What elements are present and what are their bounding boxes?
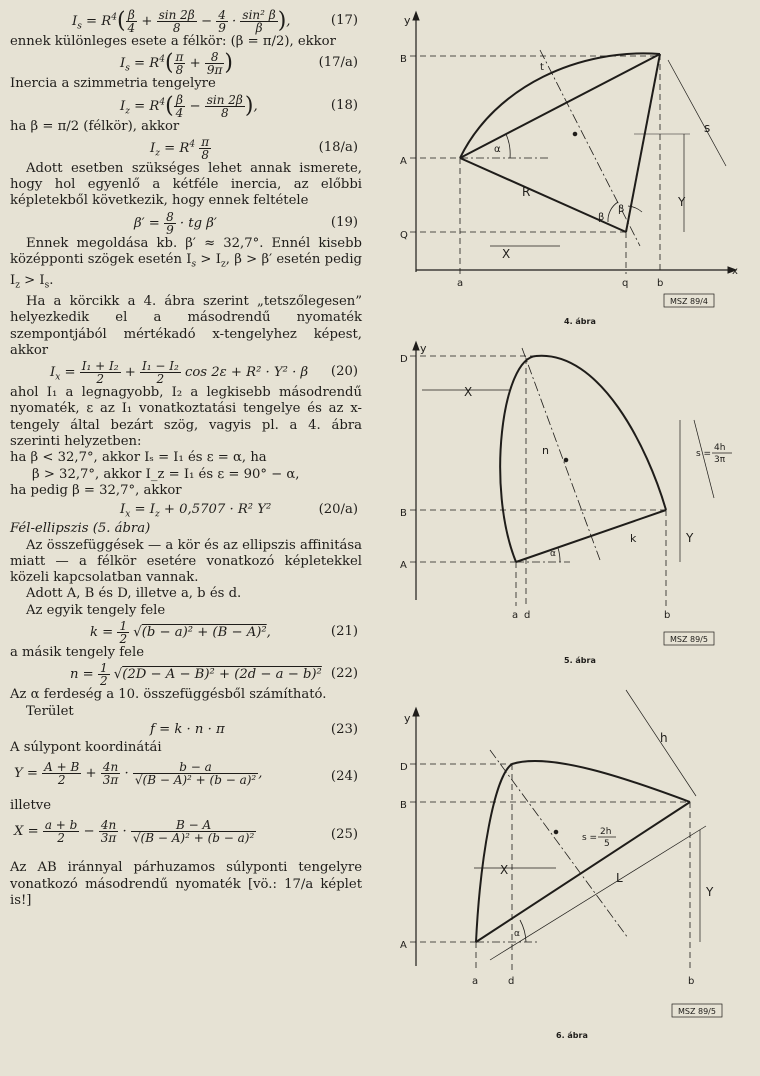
paragraph: ennek különleges esete a félkör: (β = π/2), ekkor: [10, 34, 336, 49]
fig5-label: D: [400, 354, 408, 365]
paragraph: Az összefüggések — a kör és az ellipszis affinitása miatt — a félkör esetére vonatkozó képletekkel közeli kapcsolatban vannak.: [10, 537, 362, 586]
figure-4: [390, 6, 750, 332]
fig5-label: s =: [696, 449, 712, 459]
fig4-label: Y: [678, 195, 686, 209]
fig6-label: s =: [582, 833, 598, 843]
equation-number: (22): [330, 666, 358, 682]
equation-17: $I_s = R^4$( $\frac{\beta}{4}$ + $\frac{\sin 2\beta}{8}$ − $\frac{4}{9}$ · $\frac{\text{sin² β}}{\beta}$ ), (17): [72, 8, 358, 35]
equation-17a: $I_s = R^4$( $\frac{\pi}{8}$ + $\frac{8}{9\pi}$ ) (17/a): [120, 50, 358, 78]
fig5-label: k: [630, 532, 637, 545]
fig4-label: s: [704, 121, 711, 135]
fig5-label: n: [542, 444, 549, 457]
fig5-stamp: MSZ 89/5: [670, 635, 708, 644]
fig6-label: X: [500, 863, 509, 877]
equation-24: Y = $\frac{A + B}{2}$ + $\frac{4n}{3\pi}$ · $\frac{b - a}{\text{√(B − A)² + (b − a)²}}$ , (24): [14, 760, 358, 788]
fig6-stamp: MSZ 89/5: [678, 1007, 716, 1016]
section-heading: Fél-ellipszis (5. ábra): [10, 521, 151, 537]
fig5-label: a: [512, 610, 519, 621]
equation-number: (18): [330, 97, 358, 113]
equation-18: $I_z = R^4$( $\frac{\beta}{4}$ − $\frac{\sin 2\beta}{8}$ ), (18): [120, 92, 358, 120]
fig4-label: X: [502, 247, 511, 261]
fig6-label: L: [616, 871, 623, 885]
fig4-label: β: [618, 204, 625, 215]
fig5-label: B: [400, 508, 407, 519]
equation-25: X = $\frac{a + b}{2}$ − $\frac{4n}{3\pi}$ · $\frac{B - A}{\text{√(B − A)² + (b − a)²}}$ (25): [14, 818, 358, 846]
paragraph: Adott A, B és D, illetve a, b és d.: [26, 586, 242, 602]
equation-number: (24): [330, 769, 358, 785]
fig5-label: 4h: [714, 443, 726, 453]
figure-6: [390, 680, 750, 1052]
fig6-label: Y: [706, 885, 714, 899]
fig5-label: Y: [686, 531, 694, 545]
equation-22: n = $\frac{1}{2}$ √(2D − A − B)² + (2d − a − b)² (22): [70, 661, 358, 689]
fig4-stamp: MSZ 89/4: [670, 297, 708, 306]
fig4-label: x: [732, 266, 738, 277]
paragraph: ha β = π/2 (félkör), akkor: [10, 118, 180, 134]
fig4-label: β: [598, 212, 605, 223]
equation-number: (21): [330, 624, 358, 639]
fig5-label-y: y: [420, 342, 427, 355]
fig6-label: α: [514, 929, 520, 939]
fig4-label: α: [494, 144, 501, 155]
fig6-label: 5: [604, 839, 610, 849]
fig5-label: b: [664, 610, 671, 621]
fig5-label: A: [400, 560, 407, 571]
equation-number: (23): [330, 721, 358, 737]
fig4-label: Q: [400, 230, 408, 241]
fig4-label: q: [622, 278, 629, 289]
fig4-label: B: [400, 54, 407, 65]
paragraph: ha pedig β = 32,7°, akkor: [10, 482, 182, 498]
fig6-label: b: [688, 976, 695, 987]
paragraph: Ha a körcikk a 4. ábra szerint „tetszőlegesen” helyezkedik el a másodrendű nyomaték szempontjából mértékadó x-tengelyhez képest, akkor: [10, 293, 362, 358]
paragraph: β > 32,7°, akkor I_z = I₁ és ε = 90° − α,: [32, 466, 300, 482]
paragraph: Terület: [26, 703, 74, 719]
paragraph: Adott esetben szükséges lehet annak ismerete, hogy hol egyenlő a kétféle inercia, az előbbi képletekből következik, hogy ennek feltétele: [10, 160, 362, 209]
figure-5: [390, 338, 750, 668]
equation-number: (25): [330, 827, 358, 843]
fig4-label: A: [400, 156, 407, 167]
equation-23: f = k · n · π (23): [150, 721, 358, 737]
paragraph: A súlypont koordinátái: [10, 739, 162, 755]
fig6-label: A: [400, 940, 407, 951]
equation-20a: $I_x = I_z + 0,5707 \cdot R^2$ Y² (20/a): [120, 502, 358, 520]
fig6-label: a: [472, 976, 479, 987]
equation-number: (19): [330, 214, 358, 230]
paragraph: Az AB iránnyal párhuzamos súlyponti tengelyre vonatkozó másodrendű nyomaték [vö.: 17/a képlet is!]: [10, 860, 362, 909]
paragraph-text: Ennek megoldása kb. β′ ≈ 32,7°. Ennél kisebb középponti szögek esetén I: [10, 235, 362, 268]
text-column: [10, 8, 362, 909]
paragraph: Az egyik tengely fele: [26, 602, 166, 618]
fig4-caption: 4. ábra: [564, 317, 596, 326]
equation-number: (17/a): [318, 55, 358, 71]
paragraph: illetve: [10, 798, 52, 814]
fig6-label: h: [660, 731, 668, 745]
fig5-label: d: [524, 610, 531, 621]
fig5-label: 3π: [714, 455, 726, 465]
equation-20: $I_x$ = $\frac{\text{I₁ + I₂}}{2}$ + $\frac{\text{I₁ − I₂}}{2}$ cos 2ε + R² · Y² · β (20): [50, 359, 358, 387]
paragraph: Az α ferdeség a 10. összefüggésből számítható.: [10, 687, 327, 703]
fig5-caption: 5. ábra: [564, 656, 596, 665]
equation-number: (17): [330, 13, 358, 28]
fig6-caption: 6. ábra: [556, 1031, 588, 1040]
paragraph: ha β < 32,7°, akkor Iₛ = I₁ és ε = α, ha: [10, 450, 267, 466]
fig4-label: a: [457, 278, 464, 289]
fig6-label: D: [400, 762, 408, 773]
fig6-label: 2h: [600, 827, 612, 837]
fig4-label-y: y: [404, 14, 411, 27]
fig4-label: R: [522, 185, 531, 199]
paragraph: Ennek megoldása kb. β′ ≈ 32,7°. Ennél kisebb középponti szögek esetén $I_s > I_z$, β > β′ esetén pedig $I_z > I_s$.: [10, 235, 362, 291]
paragraph: a másik tengely fele: [10, 645, 144, 660]
fig6-label: d: [508, 976, 515, 987]
equation-number: (20): [330, 364, 358, 380]
equation-21: k = $\frac{1}{2}$ √(b − a)² + (B − A)², (21): [90, 619, 358, 646]
fig5-label: X: [464, 385, 473, 399]
equation-18a: $I_z = R^4$ $\frac{\pi}{8}$ (18/a): [150, 134, 358, 162]
fig4-label: t: [540, 62, 544, 73]
fig6-label: B: [400, 800, 407, 811]
equation-number: (18/a): [318, 139, 358, 155]
equation-19: β′ = $\frac{8}{9}$ · tg β′ (19): [134, 209, 358, 237]
fig5-label: α: [550, 549, 556, 559]
equation-number: (20/a): [318, 502, 358, 518]
paragraph: ahol I₁ a legnagyobb, I₂ a legkisebb másodrendű nyomaték, ε az I₁ vonatkoztatási tengelye és az x-tengely által bezárt szög, vagyis pl. a 4. ábra szerinti helyzetben:: [10, 385, 362, 450]
fig4-label: b: [657, 278, 664, 289]
fig6-label-y: y: [404, 712, 411, 725]
paragraph: Inercia a szimmetria tengelyre: [10, 76, 216, 92]
